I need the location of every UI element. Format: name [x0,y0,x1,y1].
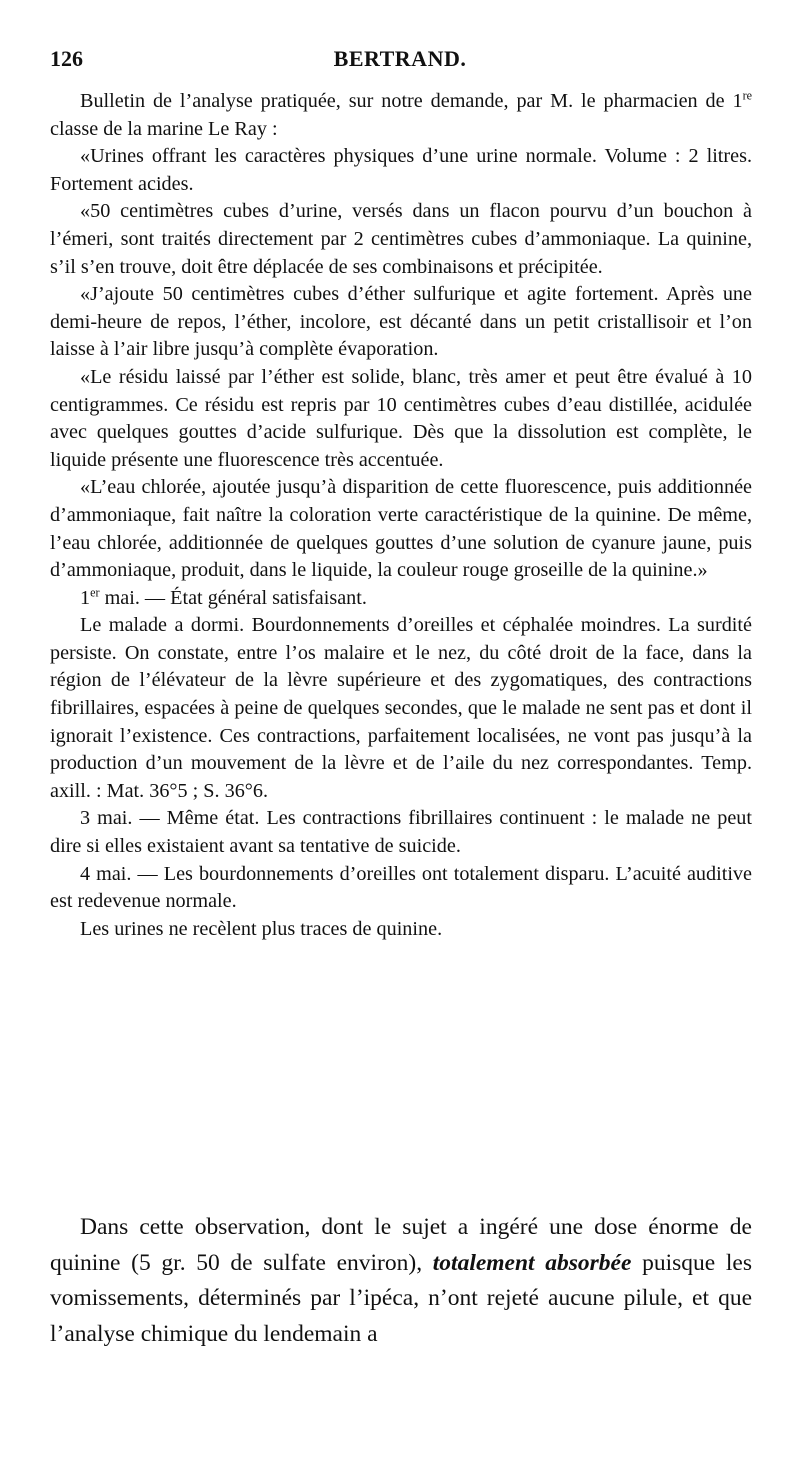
paragraph-urines-no-quinine: Les urines ne recèlent plus traces de quinine. [80,917,443,940]
ordinal-suffix: er [90,584,100,599]
paragraph-chlorine-water: «L’eau chlorée, ajoutée jusqu’à disparition de cette fluorescence, puis additionnée d’ammoniaque, fait naître la coloration verte caractéristique de la quinine. De même, l’eau chlorée, additionnée de quelques gouttes d’une solution de cyanure jaune, puis d’ammoniaque, produit, dans le liquide, la couleur rouge groseille de la quinine.» [50,476,752,582]
paragraph-urines: «Urines offrant les caractères physiques d’une urine normale. Volume : 2 litres. Fortement acides. [50,145,752,195]
paragraph-may-3: 3 mai. — Même état. Les contractions fibrillaires continuent : le malade ne peut dire si elles existaient avant sa tentative de suicide. [50,807,752,858]
page-number: 126 [50,46,83,71]
running-head: BERTRAND. [333,46,467,71]
paragraph-conclusion [50,1210,752,1352]
conclusion-text [50,1210,752,1352]
paragraph-residue: «Le résidu laissé par l’éther est solide, blanc, très amer et peut être évalué à 10 centigrammes. Ce résidu est repris par 10 centimètres cubes d’eau distillée, acidulée avec quelques gouttes d’acide sulfurique. Dès que la dissolution est complète, le liquide présente une fluorescence très accentuée. [50,365,752,471]
paragraph-may-4: 4 mai. — Les bourdonnements d’oreilles ont totalement disparu. L’acuité auditive est redevenue normale. [50,862,752,913]
page-header [50,46,750,76]
conclusion-start: Dans cette observation, dont le sujet a ingéré une dose énorme de quinine (5 gr. 50 de sulfate environ), [50,1214,752,1276]
paragraph-analysis-intro: Bulletin de l’analyse pratiquée, sur notre demande, par M. le pharmacien de 1re classe de la marine Le Ray : [50,88,752,140]
ordinal-suffix: re [742,88,752,103]
paragraph-ammonia: «50 centimètres cubes d’urine, versés dans un flacon pourvu d’un bouchon à l’émeri, sont traités directement par 2 centimètres cubes d’ammoniaque. La quinine, s’il s’en trouve, doit être déplacée de ses combinaisons et précipitée. [50,200,752,278]
paragraph-ether: «J’ajoute 50 centimètres cubes d’éther sulfurique et agite fortement. Après une demi-heure de repos, l’éther, incolore, est décanté dans un petit cristallisoir et l’on laisse à l’air libre jusqu’à complète évaporation. [50,283,752,361]
conclusion-emphasis: totalement absorbée [432,1249,632,1276]
conclusion-end: puisque les vomissements, déterminés par l’ipéca, n’ont rejeté aucune pilule, et que l’analyse chimique du lendemain a [50,1249,752,1347]
paragraph-patient-slept: Le malade a dormi. Bourdonnements d’oreilles et céphalée moindres. La surdité persiste. On constate, entre l’os malaire et le nez, du côté droit de la face, dans la région de l’élévateur de la lèvre supérieure et des zygomatiques, des contractions fibrillaires, espacées à peine de quelques secondes, que le malade ne sent pas et dont il ignorait l’existence. Ces contractions, parfaitement localisées, ne vont pas jusqu’à la production d’un mouvement de la lèvre et de l’aile du nez correspondantes. Temp. axill. : Mat. 36°5 ; S. 36°6. [50,614,752,802]
paragraph-may-1: 1er mai. — État général satisfaisant. [80,584,367,609]
observation-text [50,88,752,943]
